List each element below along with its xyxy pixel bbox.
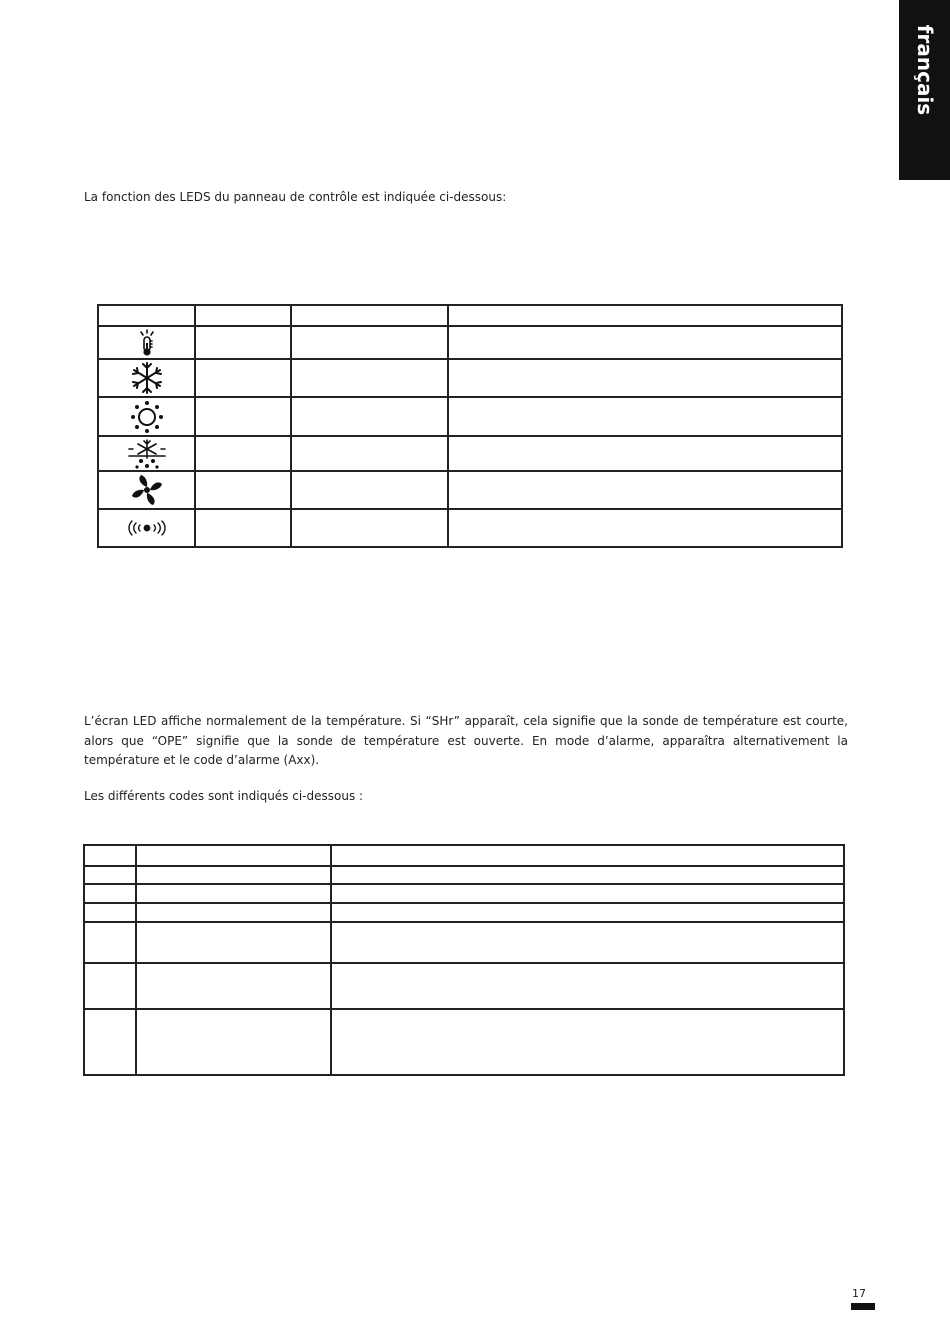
language-tab-label: français — [912, 24, 937, 116]
table-row — [98, 509, 842, 547]
fan-icon — [129, 473, 165, 507]
page-number-bar — [851, 1303, 875, 1310]
table-row — [84, 963, 844, 1009]
table-row — [98, 397, 842, 436]
led-function-table — [97, 304, 843, 548]
page-number: 17 — [852, 1287, 866, 1300]
table-row — [98, 436, 842, 471]
table-row — [84, 866, 844, 884]
table-header-row — [98, 305, 842, 326]
defrost-icon — [127, 438, 167, 470]
intro-text: La fonction des LEDS du panneau de contrôle est indiquée ci-dessous: — [84, 190, 507, 204]
table-row — [98, 359, 842, 397]
table-row — [84, 903, 844, 922]
table-row — [84, 922, 844, 963]
table-row — [98, 326, 842, 359]
display-paragraph: L’écran LED affiche normalement de la température. Si “SHr” apparaît, cela signifie que la sonde de température est courte, alors que “OPE” signifie que la sonde de température est ouverte. En mode d’alarme, apparaîtra alternativement la température et le code d’alarme (Axx). — [84, 714, 848, 767]
sun-icon — [128, 400, 166, 434]
table-row — [98, 471, 842, 509]
table-header-row — [84, 845, 844, 866]
table-row — [84, 1009, 844, 1075]
language-tab — [899, 0, 950, 180]
codes-intro-text: Les différents codes sont indiqués ci-dessous : — [84, 789, 364, 803]
thermometer-icon — [133, 329, 161, 357]
alarm-icon — [126, 518, 168, 538]
alarm-code-table — [83, 844, 845, 1076]
snowflake-icon — [128, 361, 166, 395]
table-row — [84, 884, 844, 903]
